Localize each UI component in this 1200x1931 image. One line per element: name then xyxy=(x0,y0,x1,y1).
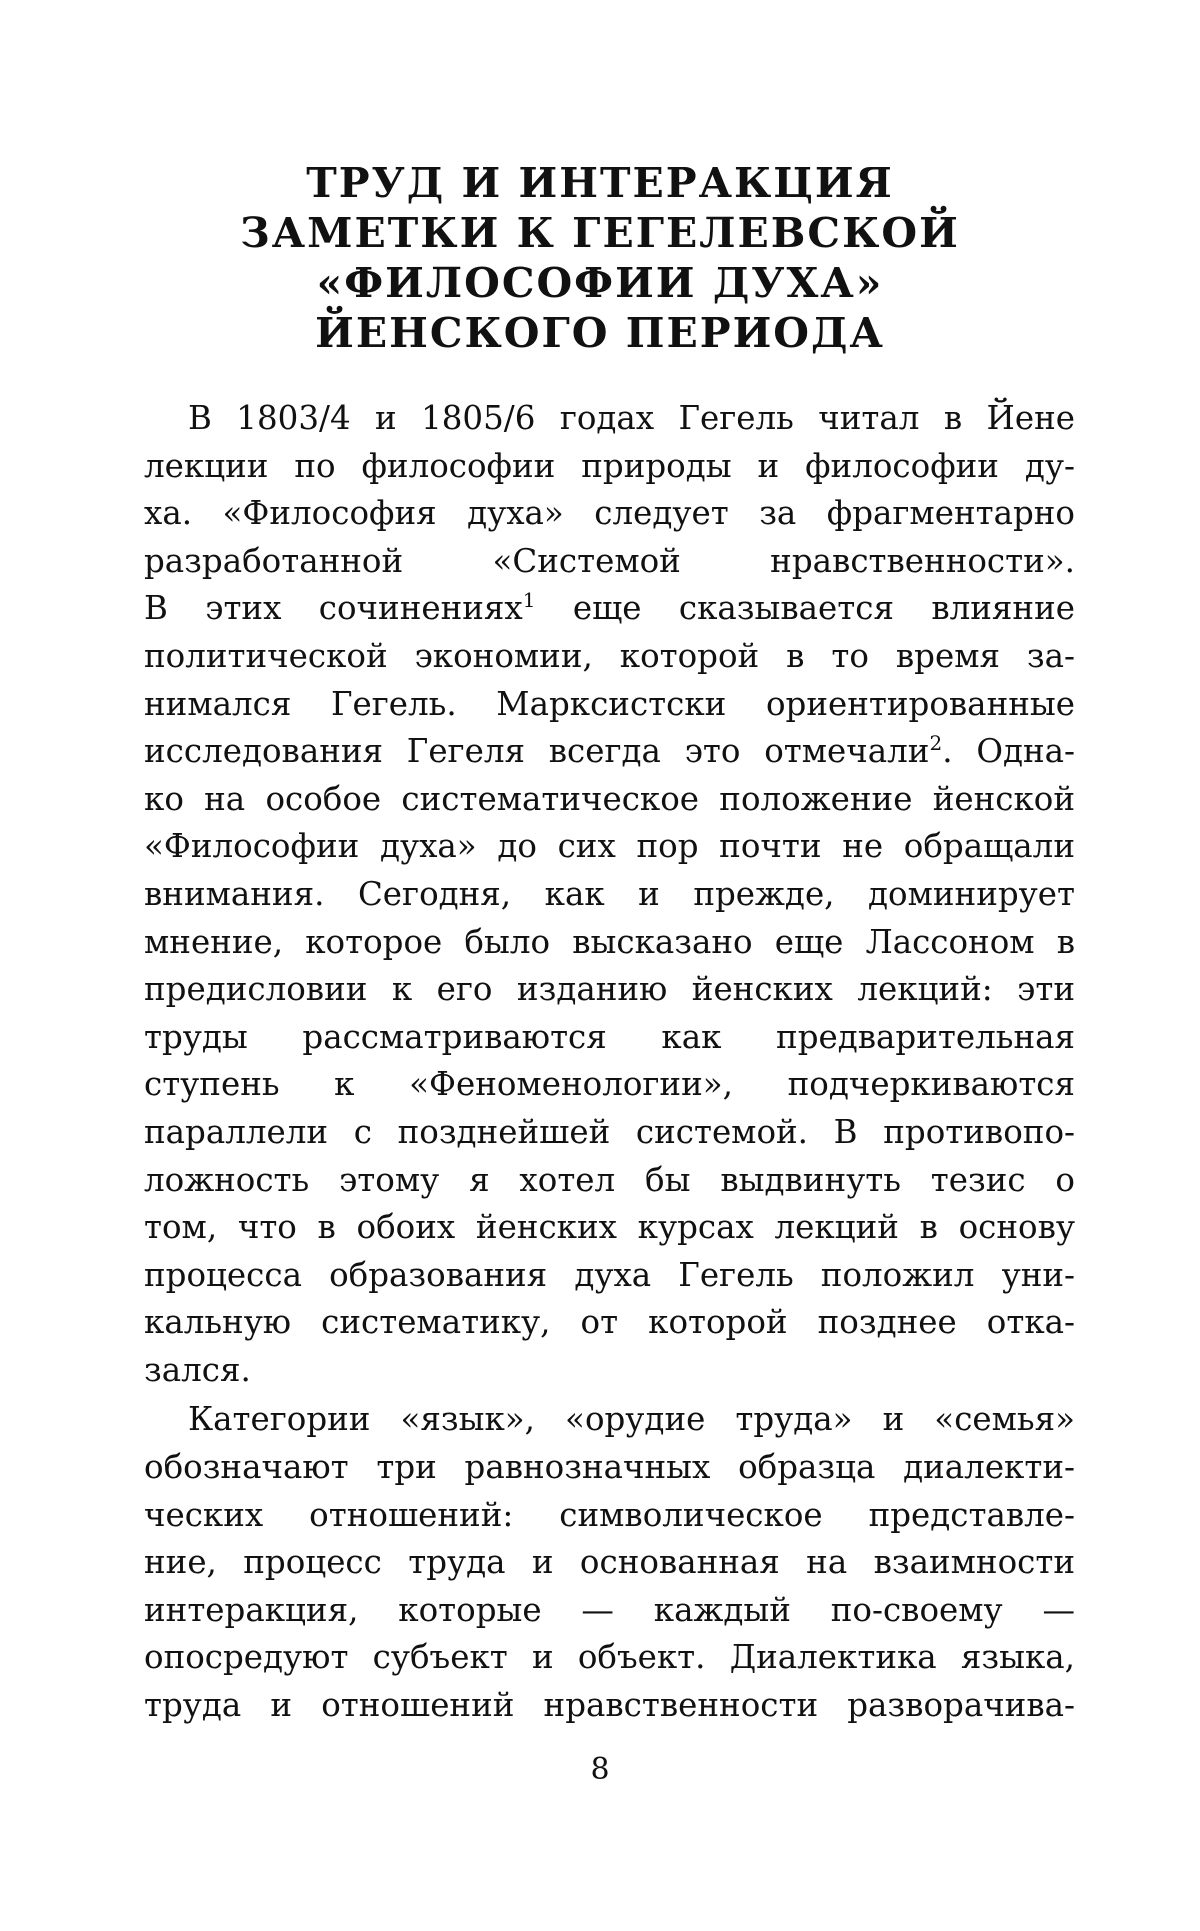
text-line: обозначают три равнозначных образца диалекти- xyxy=(144,1448,1075,1487)
text-line: В 1803/4 и 1805/6 годах Гегель читал в Йене xyxy=(188,399,1075,437)
text-segment: еще сказывается влияние xyxy=(535,589,1075,628)
text-line: труды рассматриваются как предварительная xyxy=(144,1017,1075,1056)
text-line: кальную систематику, от которой позднее отка- xyxy=(144,1303,1075,1342)
title-line: ЗАМЕТКИ К ГЕГЕЛЕВСКОЙ xyxy=(240,209,960,257)
text-line: внимания. Сегодня, как и прежде, доминирует xyxy=(144,874,1075,913)
footnote-ref-1: 1 xyxy=(522,588,536,613)
text-line: политической экономии, которой в то время за- xyxy=(144,636,1075,675)
text-segment: В этих сочинениях xyxy=(144,589,523,628)
text-line: предисловии к его изданию йенских лекций: эти xyxy=(144,970,1075,1009)
text-line: интеракция, которые — каждый по-своему — xyxy=(144,1590,1075,1629)
page-number: 8 xyxy=(590,1752,610,1787)
text-line: «Философии духа» до сих пор почти не обращали xyxy=(144,827,1075,866)
text-line: ложность этому я хотел бы выдвинуть тезис о xyxy=(144,1160,1075,1199)
text-line xyxy=(144,585,1075,633)
text-line: параллели с позднейшей системой. В противопо- xyxy=(144,1112,1075,1151)
text-segment: исследования Гегеля всегда это отмечали xyxy=(144,732,930,771)
text-line: ко на особое систематическое положение йенской xyxy=(144,779,1075,818)
chapter-title xyxy=(0,158,1200,358)
text-line: том, что в обоих йенских курсах лекций в основу xyxy=(144,1208,1075,1247)
paragraph-2 xyxy=(144,1396,1075,1729)
title-line: «ФИЛОСОФИИ ДУХА» xyxy=(316,259,884,307)
footnote-ref-2: 2 xyxy=(929,731,943,756)
paragraph-1 xyxy=(144,395,1075,1394)
text-line: ха. «Философия духа» следует за фрагментарно xyxy=(144,494,1075,533)
text-line: разработанной «Системой нравственности». xyxy=(144,541,1075,580)
text-line xyxy=(144,728,1075,776)
text-line: опосредуют субъект и объект. Диалектика языка, xyxy=(144,1638,1075,1677)
text-line: мнение, которое было высказано еще Лассоном в xyxy=(144,922,1075,961)
text-line: труда и отношений нравственности разворачива- xyxy=(144,1686,1075,1725)
text-line: ние, процесс труда и основанная на взаимности xyxy=(144,1543,1075,1582)
body-text xyxy=(144,395,1075,1730)
text-line: зался. xyxy=(144,1350,251,1389)
text-segment: . Одна- xyxy=(942,732,1075,771)
text-line: нимался Гегель. Марксистски ориентированные xyxy=(144,684,1075,723)
title-line: ТРУД И ИНТЕРАКЦИЯ xyxy=(306,159,894,207)
text-line: лекции по философии природы и философии ду- xyxy=(144,446,1075,485)
text-line: ческих отношений: символическое представле- xyxy=(144,1495,1075,1534)
text-line: ступень к «Феноменологии», подчеркиваются xyxy=(144,1065,1075,1104)
text-line: процесса образования духа Гегель положил уни- xyxy=(144,1255,1075,1294)
title-line: ЙЕНСКОГО ПЕРИОДА xyxy=(315,309,885,357)
text-line: Категории «язык», «орудие труда» и «семья» xyxy=(188,1400,1075,1439)
